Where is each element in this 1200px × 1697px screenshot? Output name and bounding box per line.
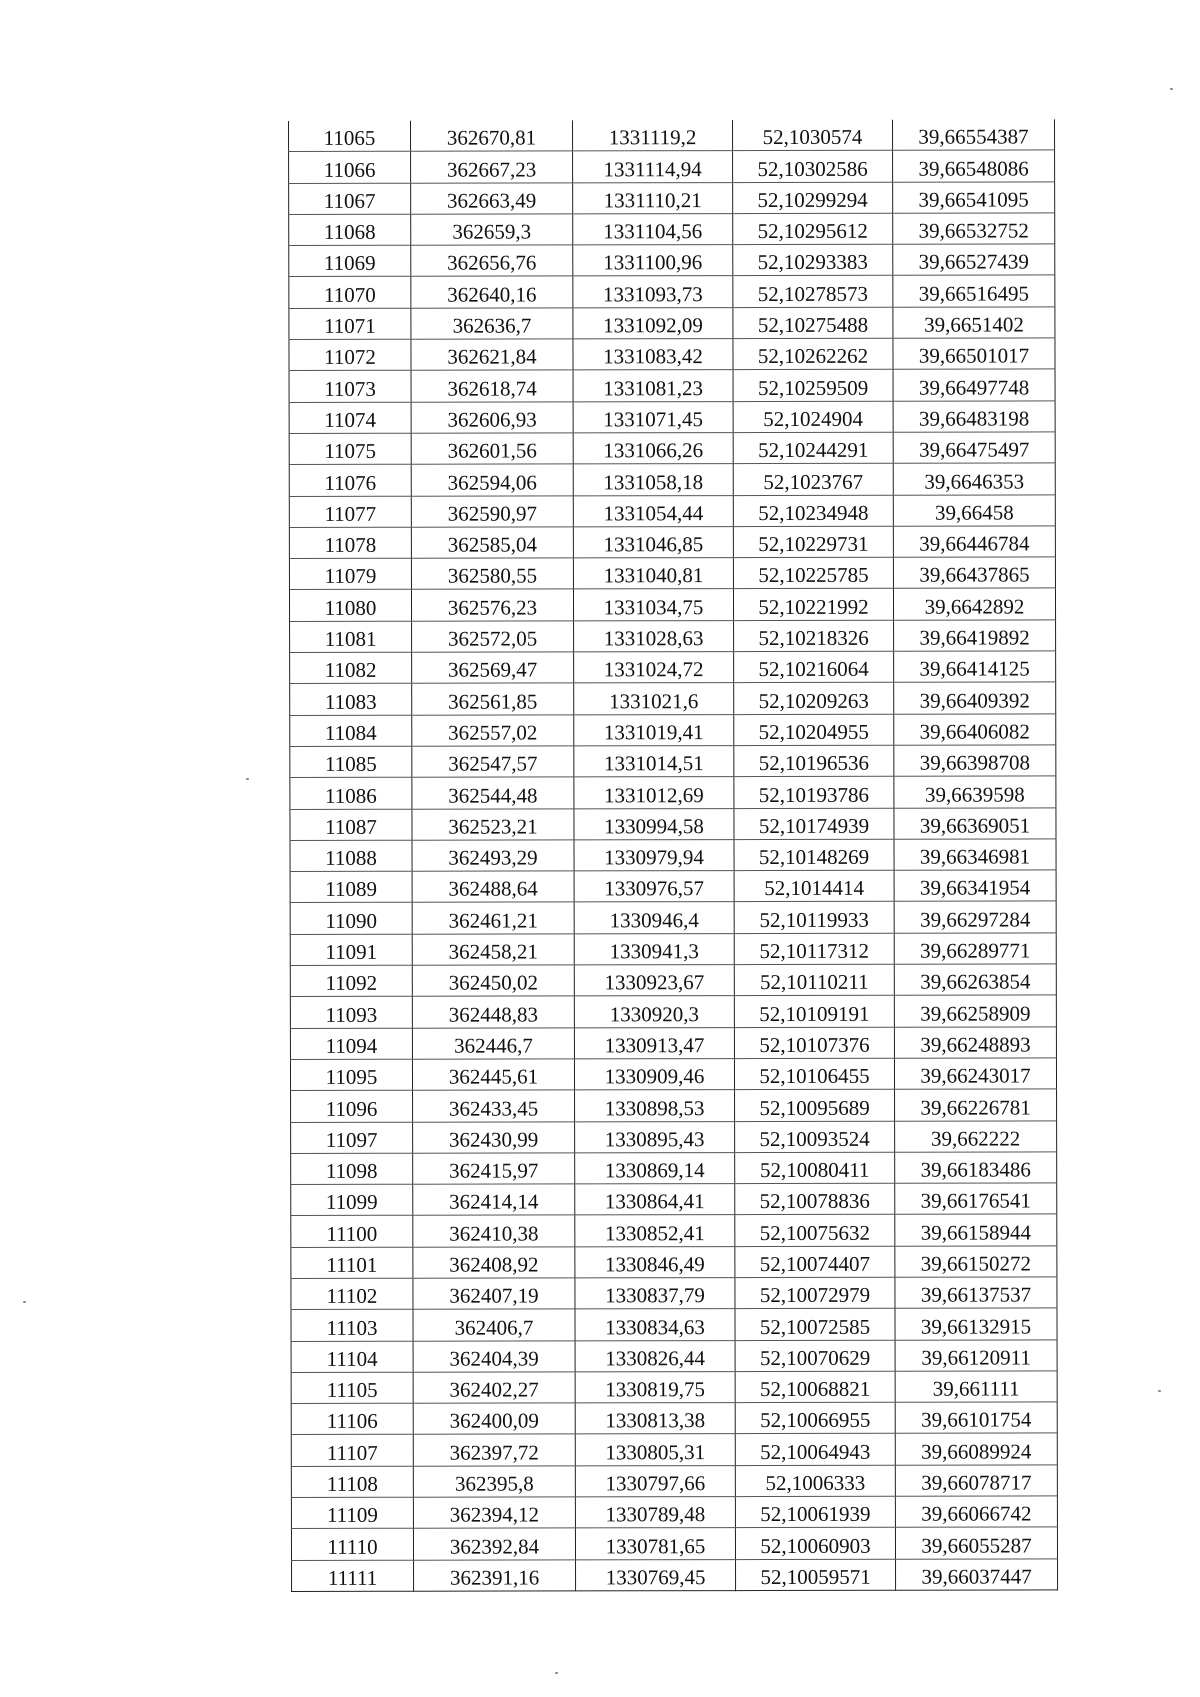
table-row: [289, 369, 1055, 402]
y-coordinate-cell: 1330837,79: [575, 1278, 735, 1310]
longitude-cell: 39,66398708: [894, 745, 1056, 777]
y-coordinate-cell: 1330852,41: [575, 1215, 735, 1247]
y-coordinate-cell: 1331021,6: [574, 683, 734, 715]
longitude-cell: 39,66132915: [895, 1308, 1057, 1340]
point-number-cell: 11081: [290, 621, 412, 653]
y-coordinate-cell: 1331083,42: [573, 339, 733, 371]
y-coordinate-cell: 1331046,85: [573, 526, 733, 558]
x-coordinate-cell: 362640,16: [411, 276, 573, 308]
x-coordinate-cell: 362590,97: [411, 495, 573, 527]
y-coordinate-cell: 1330898,53: [575, 1090, 735, 1122]
y-coordinate-cell: 1331028,63: [574, 620, 734, 652]
y-coordinate-cell: 1330789,48: [575, 1497, 735, 1529]
y-coordinate-cell: 1330864,41: [575, 1184, 735, 1216]
point-number-cell: 11111: [292, 1560, 414, 1592]
latitude-cell: 52,10262262: [733, 338, 893, 370]
scan-speck: [23, 1301, 26, 1303]
point-number-cell: 11110: [291, 1529, 413, 1561]
point-number-cell: 11082: [290, 652, 412, 684]
y-coordinate-cell: 1330769,45: [576, 1559, 736, 1591]
point-number-cell: 11101: [291, 1247, 413, 1279]
table-row: [291, 1496, 1057, 1529]
table-row: [292, 1559, 1058, 1592]
longitude-cell: 39,66101754: [895, 1402, 1057, 1434]
latitude-cell: 52,10196536: [734, 745, 894, 777]
longitude-cell: 39,66183486: [895, 1152, 1057, 1184]
x-coordinate-cell: 362446,7: [412, 1028, 574, 1060]
y-coordinate-cell: 1331119,2: [572, 120, 732, 151]
table-row: [291, 1120, 1057, 1153]
table-row: [291, 1214, 1057, 1247]
longitude-cell: 39,66497748: [893, 369, 1055, 401]
latitude-cell: 52,10109191: [734, 996, 894, 1028]
y-coordinate-cell: 1331092,09: [573, 307, 733, 339]
point-number-cell: 11104: [291, 1341, 413, 1373]
longitude-cell: 39,66346981: [894, 839, 1056, 871]
latitude-cell: 52,10070629: [735, 1340, 895, 1372]
latitude-cell: 52,10293383: [733, 244, 893, 276]
y-coordinate-cell: 1331066,26: [573, 433, 733, 465]
y-coordinate-cell: 1330946,4: [574, 902, 734, 934]
x-coordinate-cell: 362561,85: [412, 683, 574, 715]
point-number-cell: 11073: [289, 371, 411, 403]
table-row: [290, 933, 1056, 966]
point-number-cell: 11084: [290, 715, 412, 747]
y-coordinate-cell: 1330920,3: [574, 996, 734, 1028]
longitude-cell: 39,66458: [893, 494, 1055, 526]
longitude-cell: 39,66409392: [894, 682, 1056, 714]
point-number-cell: 11065: [289, 121, 411, 152]
x-coordinate-cell: 362547,57: [412, 746, 574, 778]
x-coordinate-cell: 362392,84: [413, 1528, 575, 1560]
point-number-cell: 11079: [289, 558, 411, 590]
x-coordinate-cell: 362400,09: [413, 1403, 575, 1435]
point-number-cell: 11091: [290, 934, 412, 966]
latitude-cell: 52,10174939: [734, 808, 894, 840]
latitude-cell: 52,10234948: [733, 495, 893, 527]
x-coordinate-cell: 362580,55: [411, 558, 573, 590]
latitude-cell: 52,10299294: [733, 182, 893, 214]
table-row: [289, 244, 1055, 277]
table-row: [289, 463, 1055, 496]
point-number-cell: 11076: [289, 465, 411, 497]
latitude-cell: 52,10078836: [735, 1183, 895, 1215]
longitude-cell: 39,66446784: [893, 526, 1055, 558]
latitude-cell: 52,10295612: [733, 213, 893, 245]
x-coordinate-cell: 362397,72: [413, 1434, 575, 1466]
y-coordinate-cell: 1330797,66: [575, 1465, 735, 1497]
table-row: [290, 964, 1056, 997]
latitude-cell: 52,10059571: [736, 1559, 896, 1591]
table-row: [289, 213, 1055, 246]
latitude-cell: 52,10216064: [734, 651, 894, 683]
point-number-cell: 11108: [291, 1466, 413, 1498]
longitude-cell: 39,66541095: [893, 181, 1055, 213]
x-coordinate-cell: 362395,8: [413, 1466, 575, 1498]
y-coordinate-cell: 1330994,58: [574, 808, 734, 840]
table-row: [291, 1308, 1057, 1341]
y-coordinate-cell: 1330846,49: [575, 1246, 735, 1278]
point-number-cell: 11067: [289, 183, 411, 215]
y-coordinate-cell: 1330979,94: [574, 839, 734, 871]
longitude-cell: 39,66527439: [893, 244, 1055, 276]
y-coordinate-cell: 1331093,73: [573, 276, 733, 308]
table-row: [291, 1433, 1057, 1466]
y-coordinate-cell: 1330976,57: [574, 871, 734, 903]
point-number-cell: 11105: [291, 1372, 413, 1404]
table-row: [289, 432, 1055, 465]
longitude-cell: 39,6642892: [893, 588, 1055, 620]
x-coordinate-cell: 362408,92: [413, 1247, 575, 1279]
x-coordinate-cell: 362445,61: [412, 1059, 574, 1091]
y-coordinate-cell: 1330941,3: [574, 933, 734, 965]
x-coordinate-cell: 362663,49: [411, 182, 573, 214]
point-number-cell: 11109: [291, 1497, 413, 1529]
table-row: [290, 776, 1056, 809]
x-coordinate-cell: 362461,21: [412, 902, 574, 934]
y-coordinate-cell: 1330813,38: [575, 1403, 735, 1435]
latitude-cell: 52,10275488: [733, 307, 893, 339]
x-coordinate-cell: 362410,38: [413, 1215, 575, 1247]
latitude-cell: 52,1006333: [735, 1465, 895, 1497]
longitude-cell: 39,66516495: [893, 275, 1055, 307]
longitude-cell: 39,66263854: [894, 964, 1056, 996]
table-row: [291, 1089, 1057, 1122]
y-coordinate-cell: 1331071,45: [573, 401, 733, 433]
x-coordinate-cell: 362659,3: [411, 214, 573, 246]
table-row: [291, 1371, 1057, 1404]
table-row: [290, 1058, 1056, 1091]
x-coordinate-cell: 362493,29: [412, 840, 574, 872]
x-coordinate-cell: 362414,14: [413, 1184, 575, 1216]
y-coordinate-cell: 1331019,41: [574, 714, 734, 746]
table-row: [289, 275, 1055, 308]
y-coordinate-cell: 1331040,81: [573, 558, 733, 590]
point-number-cell: 11075: [289, 433, 411, 465]
x-coordinate-cell: 362433,45: [413, 1090, 575, 1122]
table-row: [291, 1402, 1057, 1435]
longitude-cell: 39,66483198: [893, 401, 1055, 433]
latitude-cell: 52,10204955: [734, 714, 894, 746]
latitude-cell: 52,10107376: [734, 1027, 894, 1059]
coordinates-table: [288, 119, 1058, 1592]
latitude-cell: 52,1023767: [733, 463, 893, 495]
table-row: [290, 995, 1056, 1028]
table-row: [289, 338, 1055, 371]
point-number-cell: 11070: [289, 277, 411, 309]
point-number-cell: 11087: [290, 809, 412, 841]
y-coordinate-cell: 1330923,67: [574, 965, 734, 997]
table-row: [289, 150, 1055, 183]
point-number-cell: 11068: [289, 214, 411, 246]
x-coordinate-cell: 362544,48: [412, 777, 574, 809]
table-row: [290, 1027, 1056, 1060]
longitude-cell: 39,6639598: [894, 776, 1056, 808]
latitude-cell: 52,10209263: [734, 683, 894, 715]
y-coordinate-cell: 1330781,65: [575, 1528, 735, 1560]
x-coordinate-cell: 362557,02: [412, 715, 574, 747]
y-coordinate-cell: 1331104,56: [573, 213, 733, 245]
x-coordinate-cell: 362458,21: [412, 934, 574, 966]
point-number-cell: 11080: [289, 590, 411, 622]
longitude-cell: 39,66437865: [893, 557, 1055, 589]
latitude-cell: 52,10148269: [734, 839, 894, 871]
latitude-cell: 52,10072585: [735, 1309, 895, 1341]
y-coordinate-cell: 1331100,96: [573, 245, 733, 277]
latitude-cell: 52,10193786: [734, 776, 894, 808]
point-number-cell: 11074: [289, 402, 411, 434]
longitude-cell: 39,66414125: [894, 651, 1056, 683]
x-coordinate-cell: 362621,84: [411, 339, 573, 371]
point-number-cell: 11096: [291, 1090, 413, 1122]
latitude-cell: 52,10095689: [735, 1089, 895, 1121]
longitude-cell: 39,6646353: [893, 463, 1055, 495]
point-number-cell: 11066: [289, 152, 411, 184]
latitude-cell: 52,10106455: [734, 1058, 894, 1090]
latitude-cell: 52,10072979: [735, 1277, 895, 1309]
table-row: [289, 526, 1055, 559]
latitude-cell: 52,10218326: [734, 620, 894, 652]
point-number-cell: 11086: [290, 777, 412, 809]
x-coordinate-cell: 362618,74: [411, 370, 573, 402]
longitude-cell: 39,66120911: [895, 1339, 1057, 1371]
x-coordinate-cell: 362523,21: [412, 808, 574, 840]
table-row: [290, 745, 1056, 778]
longitude-cell: 39,66406082: [894, 714, 1056, 746]
table-row: [289, 401, 1055, 434]
latitude-cell: 52,10110211: [734, 964, 894, 996]
x-coordinate-cell: 362415,97: [413, 1153, 575, 1185]
point-number-cell: 11069: [289, 245, 411, 277]
x-coordinate-cell: 362404,39: [413, 1340, 575, 1372]
table-row: [290, 682, 1056, 715]
x-coordinate-cell: 362407,19: [413, 1278, 575, 1310]
longitude-cell: 39,66089924: [895, 1433, 1057, 1465]
longitude-cell: 39,66501017: [893, 338, 1055, 370]
table-row: [291, 1277, 1057, 1310]
x-coordinate-cell: 362606,93: [411, 402, 573, 434]
table-row: [290, 839, 1056, 872]
longitude-cell: 39,66532752: [893, 213, 1055, 245]
longitude-cell: 39,66037447: [896, 1559, 1058, 1591]
x-coordinate-cell: 362601,56: [411, 433, 573, 465]
x-coordinate-cell: 362394,12: [413, 1497, 575, 1529]
longitude-cell: 39,66066742: [895, 1496, 1057, 1528]
point-number-cell: 11099: [291, 1184, 413, 1216]
x-coordinate-cell: 362406,7: [413, 1309, 575, 1341]
latitude-cell: 52,10117312: [734, 933, 894, 965]
table-row: [291, 1183, 1057, 1216]
longitude-cell: 39,661111: [895, 1371, 1057, 1403]
point-number-cell: 11085: [290, 746, 412, 778]
x-coordinate-cell: 362636,7: [411, 308, 573, 340]
point-number-cell: 11083: [290, 684, 412, 716]
scan-speck: [246, 778, 249, 780]
longitude-cell: 39,66341954: [894, 870, 1056, 902]
point-number-cell: 11092: [290, 965, 412, 997]
latitude-cell: 52,10066955: [735, 1402, 895, 1434]
table-row: [290, 901, 1056, 934]
x-coordinate-cell: 362402,27: [413, 1372, 575, 1404]
point-number-cell: 11100: [291, 1216, 413, 1248]
latitude-cell: 52,10074407: [735, 1246, 895, 1278]
table-row: [291, 1246, 1057, 1279]
x-coordinate-cell: 362430,99: [413, 1121, 575, 1153]
latitude-cell: 52,10302586: [733, 151, 893, 183]
point-number-cell: 11088: [290, 840, 412, 872]
x-coordinate-cell: 362572,05: [412, 621, 574, 653]
table-row: [291, 1527, 1057, 1560]
x-coordinate-cell: 362667,23: [411, 151, 573, 183]
latitude-cell: 52,10061939: [735, 1496, 895, 1528]
table-row: [289, 119, 1055, 151]
latitude-cell: 52,10064943: [735, 1434, 895, 1466]
point-number-cell: 11077: [289, 496, 411, 528]
longitude-cell: 39,66297284: [894, 901, 1056, 933]
y-coordinate-cell: 1330869,14: [575, 1152, 735, 1184]
y-coordinate-cell: 1330909,46: [574, 1058, 734, 1090]
longitude-cell: 39,66176541: [895, 1183, 1057, 1215]
y-coordinate-cell: 1330826,44: [575, 1340, 735, 1372]
longitude-cell: 39,66158944: [895, 1214, 1057, 1246]
latitude-cell: 52,1014414: [734, 870, 894, 902]
table-row: [290, 807, 1056, 840]
table-row: [291, 1339, 1057, 1372]
point-number-cell: 11106: [291, 1403, 413, 1435]
longitude-cell: 39,66248893: [894, 1027, 1056, 1059]
longitude-cell: 39,66289771: [894, 933, 1056, 965]
y-coordinate-cell: 1330805,31: [575, 1434, 735, 1466]
point-number-cell: 11097: [291, 1122, 413, 1154]
point-number-cell: 11071: [289, 308, 411, 340]
y-coordinate-cell: 1330819,75: [575, 1371, 735, 1403]
y-coordinate-cell: 1331114,94: [573, 151, 733, 183]
latitude-cell: 52,10080411: [735, 1152, 895, 1184]
x-coordinate-cell: 362656,76: [411, 245, 573, 277]
point-number-cell: 11072: [289, 339, 411, 371]
x-coordinate-cell: 362391,16: [414, 1560, 576, 1592]
latitude-cell: 52,10229731: [733, 526, 893, 558]
latitude-cell: 52,10278573: [733, 276, 893, 308]
point-number-cell: 11102: [291, 1278, 413, 1310]
table-row: [289, 494, 1055, 527]
point-number-cell: 11103: [291, 1310, 413, 1342]
point-number-cell: 11098: [291, 1153, 413, 1185]
longitude-cell: 39,66548086: [893, 150, 1055, 182]
x-coordinate-cell: 362670,81: [410, 120, 572, 151]
latitude-cell: 52,10259509: [733, 370, 893, 402]
longitude-cell: 39,66475497: [893, 432, 1055, 464]
table-row: [289, 181, 1055, 214]
table-row: [289, 588, 1055, 621]
table-row: [289, 557, 1055, 590]
longitude-cell: 39,66419892: [894, 620, 1056, 652]
point-number-cell: 11095: [290, 1059, 412, 1091]
x-coordinate-cell: 362450,02: [412, 965, 574, 997]
longitude-cell: 39,66258909: [894, 995, 1056, 1027]
x-coordinate-cell: 362448,83: [412, 996, 574, 1028]
point-number-cell: 11107: [291, 1435, 413, 1467]
x-coordinate-cell: 362569,47: [412, 652, 574, 684]
table-row: [290, 651, 1056, 684]
latitude-cell: 52,10068821: [735, 1371, 895, 1403]
longitude-cell: 39,66137537: [895, 1277, 1057, 1309]
latitude-cell: 52,10060903: [735, 1528, 895, 1560]
latitude-cell: 52,10093524: [735, 1121, 895, 1153]
longitude-cell: 39,66078717: [895, 1465, 1057, 1497]
latitude-cell: 52,10225785: [733, 557, 893, 589]
latitude-cell: 52,10244291: [733, 432, 893, 464]
table-row: [290, 620, 1056, 653]
y-coordinate-cell: 1331058,18: [573, 464, 733, 496]
x-coordinate-cell: 362585,04: [411, 527, 573, 559]
longitude-cell: 39,66243017: [894, 1058, 1056, 1090]
longitude-cell: 39,66226781: [895, 1089, 1057, 1121]
longitude-cell: 39,662222: [895, 1120, 1057, 1152]
y-coordinate-cell: 1330895,43: [575, 1121, 735, 1153]
longitude-cell: 39,66369051: [894, 807, 1056, 839]
latitude-cell: 52,10075632: [735, 1215, 895, 1247]
point-number-cell: 11094: [290, 1028, 412, 1060]
latitude-cell: 52,1024904: [733, 401, 893, 433]
y-coordinate-cell: 1331110,21: [573, 182, 733, 214]
point-number-cell: 11078: [289, 527, 411, 559]
y-coordinate-cell: 1331012,69: [574, 777, 734, 809]
table-row: [291, 1152, 1057, 1185]
y-coordinate-cell: 1331024,72: [574, 652, 734, 684]
y-coordinate-cell: 1330913,47: [574, 1027, 734, 1059]
y-coordinate-cell: 1331081,23: [573, 370, 733, 402]
y-coordinate-cell: 1330834,63: [575, 1309, 735, 1341]
longitude-cell: 39,66150272: [895, 1246, 1057, 1278]
latitude-cell: 52,10221992: [733, 589, 893, 621]
scan-speck: [1170, 88, 1173, 90]
point-number-cell: 11089: [290, 871, 412, 903]
table-row: [289, 307, 1055, 340]
point-number-cell: 11090: [290, 903, 412, 935]
longitude-cell: 39,6651402: [893, 307, 1055, 339]
longitude-cell: 39,66554387: [892, 119, 1054, 150]
y-coordinate-cell: 1331014,51: [574, 746, 734, 778]
scan-speck: [1158, 1390, 1161, 1392]
y-coordinate-cell: 1331054,44: [573, 495, 733, 527]
point-number-cell: 11093: [290, 997, 412, 1029]
table-row: [290, 714, 1056, 747]
x-coordinate-cell: 362488,64: [412, 871, 574, 903]
table-row: [290, 870, 1056, 903]
y-coordinate-cell: 1331034,75: [573, 589, 733, 621]
x-coordinate-cell: 362594,06: [411, 464, 573, 496]
latitude-cell: 52,10119933: [734, 902, 894, 934]
coordinates-table-body: [289, 119, 1058, 1591]
scan-speck: [555, 1672, 558, 1674]
table-row: [291, 1465, 1057, 1498]
latitude-cell: 52,1030574: [732, 120, 892, 151]
x-coordinate-cell: 362576,23: [411, 589, 573, 621]
longitude-cell: 39,66055287: [895, 1527, 1057, 1559]
